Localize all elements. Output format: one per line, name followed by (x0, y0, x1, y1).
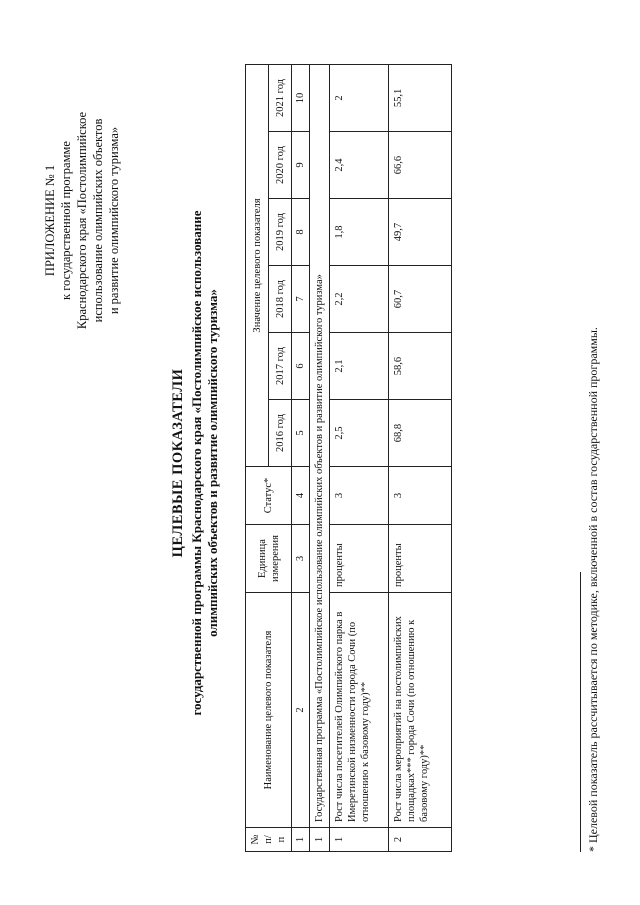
column-number: 6 (292, 332, 310, 399)
rotated-document-page (20, 28, 620, 878)
column-number: 9 (292, 131, 310, 198)
row-value: 60,7 (389, 265, 452, 332)
footnote: * Целевой показатель рассчитывается по методике, включенной в состав государственной программы. (586, 326, 600, 852)
row-name: Рост числа посетителей Олимпийского парка в Имеретинской низменности города Сочи (по отношению к базовому году)** (330, 592, 389, 827)
row-value: 49,7 (389, 198, 452, 265)
appendix-line: использование олимпийских объектов (91, 118, 105, 322)
row-name: Рост числа мероприятий на постолимпийских площадках*** города Сочи (по отношению к базовому году)** (389, 592, 452, 827)
header-year: 2018 год (269, 265, 292, 332)
header-values-group: Значение целевого показателя (246, 64, 269, 466)
appendix-line: к государственной программе (59, 140, 73, 300)
document-title (170, 78, 221, 848)
row-value: 2,4 (330, 131, 389, 198)
row-value: 1,8 (330, 198, 389, 265)
column-numbers-row (292, 64, 310, 851)
footnote-divider (580, 572, 581, 852)
column-number: 8 (292, 198, 310, 265)
appendix-line: и развитие олимпийского туризма» (107, 126, 121, 314)
header-status: Статус* (246, 466, 292, 524)
program-row-title: Государственная программа «Постолимпийское использование олимпийских объектов и развитие олимпийского туризма» (310, 64, 330, 827)
header-year: 2020 год (269, 131, 292, 198)
header-unit: Единица измерения (246, 524, 292, 592)
table-row (389, 64, 452, 851)
column-number: 1 (292, 827, 310, 851)
row-unit: проценты (389, 524, 452, 592)
row-value: 2,1 (330, 332, 389, 399)
column-number: 3 (292, 524, 310, 592)
column-number: 10 (292, 64, 310, 131)
column-number: 7 (292, 265, 310, 332)
header-year: 2016 год (269, 399, 292, 466)
header-num: № п/п (246, 827, 292, 851)
appendix-header (42, 78, 122, 363)
title-heading: ЦЕЛЕВЫЕ ПОКАЗАТЕЛИ (170, 368, 186, 557)
row-value: 2,2 (330, 265, 389, 332)
row-num: 2 (389, 827, 452, 851)
program-row-num: 1 (310, 827, 330, 851)
row-num: 1 (330, 827, 389, 851)
column-number: 2 (292, 592, 310, 827)
column-number: 4 (292, 466, 310, 524)
table-header-row (246, 64, 269, 851)
appendix-title: ПРИЛОЖЕНИЕ № 1 (43, 164, 57, 276)
column-number: 5 (292, 399, 310, 466)
row-unit: проценты (330, 524, 389, 592)
header-year: 2019 год (269, 198, 292, 265)
title-subheading: государственной программы Краснодарского края «Постолимпийское использование (189, 209, 204, 716)
indicators-table (245, 63, 452, 851)
row-value: 2,5 (330, 399, 389, 466)
row-value: 66,6 (389, 131, 452, 198)
row-value: 68,8 (389, 399, 452, 466)
row-value: 2 (330, 64, 389, 131)
row-value: 58,6 (389, 332, 452, 399)
title-subheading: олимпийских объектов и развитие олимпийского туризма» (205, 288, 220, 637)
header-name: Наименование целевого показателя (246, 592, 292, 827)
table-row (330, 64, 389, 851)
row-status: 3 (330, 466, 389, 524)
row-value: 55,1 (389, 64, 452, 131)
row-status: 3 (389, 466, 452, 524)
program-row (310, 64, 330, 851)
header-year: 2017 год (269, 332, 292, 399)
header-year: 2021 год (269, 64, 292, 131)
appendix-line: Краснодарского края «Постолимпийское (75, 111, 89, 329)
